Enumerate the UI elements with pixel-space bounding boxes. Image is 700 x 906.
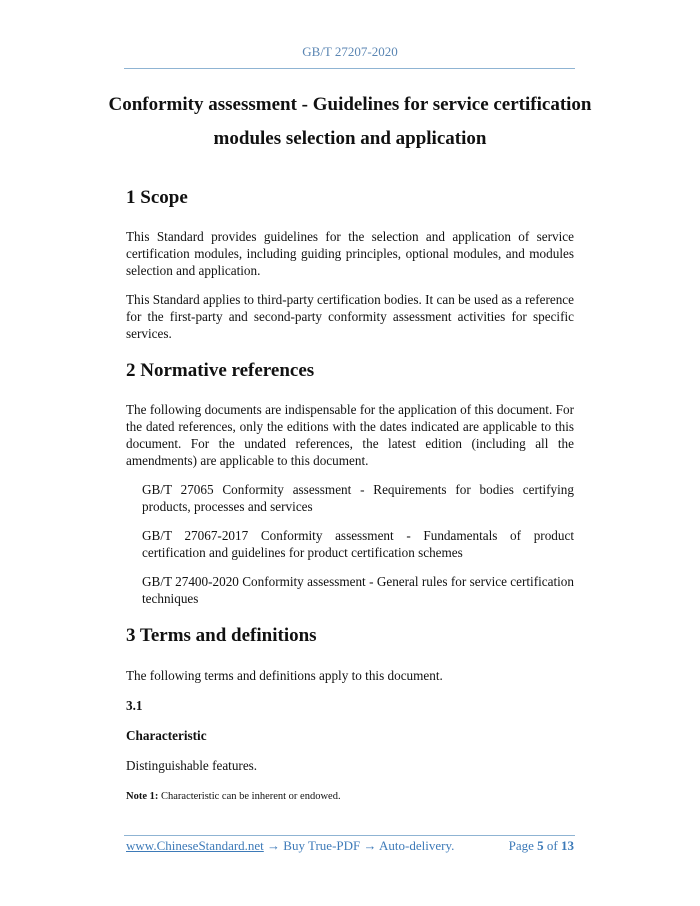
footer-link[interactable]: www.ChineseStandard.net xyxy=(126,838,264,853)
term-number: 3.1 xyxy=(126,698,143,713)
footer-promo-text: → Buy True-PDF → Auto-delivery. xyxy=(263,838,455,853)
term-note xyxy=(126,788,574,805)
page-number: 5 xyxy=(537,838,544,853)
normative-ref-2: GB/T 27067-2017 Conformity assessment - Fundamentals of product certification and guidelines for product certification schemes xyxy=(142,528,574,560)
normative-ref-3: GB/T 27400-2020 Conformity assessment - General rules for service certification techniques xyxy=(142,574,574,606)
page-label: Page xyxy=(508,838,538,853)
page-total: 13 xyxy=(561,838,574,853)
term-name: Characteristic xyxy=(126,728,207,743)
normative-intro: The following documents are indispensable for the application of this document. For the dated references, only the editions with the dates indicated are applicable to this document. For the undated references, the latest edition (including all the amendments) are applicable to this document. xyxy=(126,402,574,468)
term-definition: Distinguishable features. xyxy=(126,758,258,773)
note-label: Note 1: xyxy=(126,791,159,802)
footer-rule xyxy=(124,835,575,836)
footer-promo xyxy=(126,838,454,854)
heading-terms: 3 Terms and definitions xyxy=(126,625,317,646)
header-doc-id: GB/T 27207-2020 xyxy=(302,44,398,59)
normative-ref-1: GB/T 27065 Conformity assessment - Requirements for bodies certifying products, processes and services xyxy=(142,482,574,514)
heading-scope: 1 Scope xyxy=(126,187,188,208)
header-rule xyxy=(124,68,575,69)
terms-intro: The following terms and definitions apply to this document. xyxy=(126,668,443,683)
note-text: Characteristic can be inherent or endowed. xyxy=(158,791,341,802)
scope-paragraph-2: This Standard applies to third-party certification bodies. It can be used as a reference for the first-party and second-party conformity assessment activities for specific services. xyxy=(126,292,574,341)
scope-paragraph-1: This Standard provides guidelines for the selection and application of service certification modules, including guiding principles, optional modules, and modules selection and application. xyxy=(126,229,574,278)
page-of: of xyxy=(543,838,561,853)
doc-title-line2: modules selection and application xyxy=(213,128,487,149)
page-indicator xyxy=(509,838,574,854)
heading-normative-references: 2 Normative references xyxy=(126,360,315,381)
doc-title-line1: Conformity assessment - Guidelines for service certification xyxy=(108,94,592,115)
